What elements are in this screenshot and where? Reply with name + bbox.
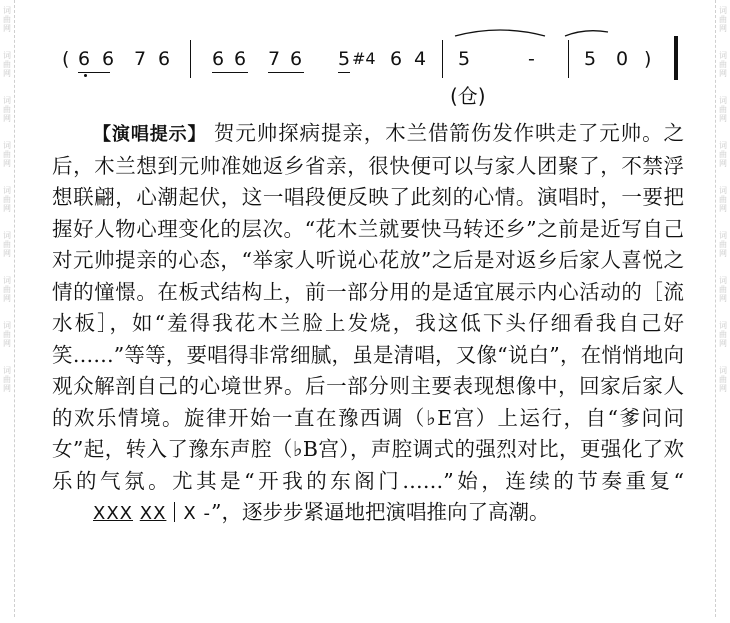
note: 6 (78, 48, 91, 70)
watermark-glyph: 网 (719, 204, 727, 213)
watermark-glyph: 词 (719, 51, 727, 60)
watermark-glyph: 曲 (3, 150, 11, 159)
beam-underline (338, 72, 350, 73)
tips-paragraph (52, 118, 684, 530)
watermark-glyph: 曲 (719, 285, 727, 294)
tips-text-2: ）上运行，自“爹问问女”起，转入了豫东声腔（ (52, 405, 685, 461)
note: 7 (134, 48, 147, 70)
watermark-glyph: 词 (719, 96, 727, 105)
key-label-2: ♭B宫 (292, 437, 340, 461)
watermark-glyph: 曲 (3, 60, 11, 69)
slur-layer (60, 22, 700, 112)
watermark-glyph: 曲 (3, 195, 11, 204)
right-watermark-column (716, 0, 730, 623)
rhythm-notation (52, 498, 211, 530)
performance-tips (52, 118, 684, 530)
watermark-glyph: 词 (3, 231, 11, 240)
watermark-glyph: 词 (3, 51, 11, 60)
watermark-group (719, 231, 727, 258)
watermark-glyph: 曲 (719, 330, 727, 339)
watermark-glyph: 词 (3, 321, 11, 330)
left-watermark-column (0, 0, 14, 623)
watermark-group (3, 231, 11, 258)
watermark-group (719, 186, 727, 213)
barline (442, 40, 443, 78)
watermark-glyph: 曲 (3, 240, 11, 249)
watermark-glyph: 网 (3, 114, 11, 123)
watermark-glyph: 曲 (3, 285, 11, 294)
watermark-glyph: 曲 (719, 375, 727, 384)
beam-underline (268, 72, 304, 73)
note: 6 (234, 48, 247, 70)
note: 6 (158, 48, 171, 70)
watermark-glyph: 词 (3, 276, 11, 285)
watermark-glyph: 词 (719, 231, 727, 240)
final-barline (674, 36, 678, 80)
watermark-glyph: 曲 (3, 330, 11, 339)
watermark-glyph: 词 (719, 6, 727, 15)
watermark-group (719, 51, 727, 78)
watermark-glyph: 词 (719, 186, 727, 195)
note: 6 (390, 48, 403, 70)
watermark-glyph: 网 (719, 159, 727, 168)
watermark-glyph: 曲 (3, 375, 11, 384)
watermark-glyph: 网 (3, 294, 11, 303)
barline (190, 40, 191, 78)
watermark-glyph: 词 (3, 96, 11, 105)
watermark-glyph: 网 (3, 384, 11, 393)
watermark-glyph: 词 (719, 276, 727, 285)
watermark-glyph: 词 (3, 186, 11, 195)
watermark-group (719, 96, 727, 123)
note: 6 (290, 48, 303, 70)
watermark-group (3, 321, 11, 348)
watermark-group (3, 186, 11, 213)
watermark-group (719, 141, 727, 168)
watermark-glyph: 网 (3, 249, 11, 258)
percussion-marking: (仓) (450, 84, 486, 108)
watermark-group (719, 321, 727, 348)
note: 6 (212, 48, 225, 70)
tie-arc-1 (455, 30, 545, 36)
watermark-glyph: 网 (719, 24, 727, 33)
watermark-group (3, 276, 11, 303)
watermark-glyph: 曲 (3, 105, 11, 114)
watermark-glyph: 曲 (719, 105, 727, 114)
watermark-glyph: 网 (3, 339, 11, 348)
rhythm-group-a: XXX (93, 503, 133, 524)
tips-text-1: 贺元帅探病提亲，木兰借箭伤发作哄走了元帅。之后，木兰想到元帅准她返乡省亲，很快便可以与家人团聚了，不禁浮想联翩，心潮起伏，这一唱段便反映了此刻的心情。演唱时，一要把握好人物心理变化的层次。“花木兰就要快马转还乡”之前是近写自己对元帅提亲的心态，“举家人听说心花放”之后是对返乡后家人喜悦之情的憧憬。在板式结构上，前一部分用的是适宜展示内心活动的［流水板］，如“羞得我花木兰脸上发烧，我这低下头仔细看我自己好笑……”等等，要唱得非常细腻，虽是清唱，又像“说白”，在悄悄地向观众解剖自己的心境世界。后一部分则主要表现想像中，回家后家人的欢乐情境。旋律开始一直在豫西调（ (52, 121, 685, 430)
watermark-glyph: 词 (3, 6, 11, 15)
low-octave-dot (84, 74, 87, 77)
right-margin-line (715, 0, 716, 617)
note: 7 (268, 48, 281, 70)
key-label-1: ♭E宫 (425, 405, 476, 430)
tips-label: 【演唱提示】 (93, 124, 207, 145)
watermark-glyph: 曲 (3, 15, 11, 24)
watermark-glyph: 曲 (719, 15, 727, 24)
watermark-group (719, 276, 727, 303)
beam-underline (212, 72, 248, 73)
tips-text-3: ），声腔调式的强烈对比，更强化了欢乐的气氛。尤其是“开我的东阁门……”始，连续的节奏重复“ (52, 437, 685, 493)
rhythm-group-b: XX (139, 503, 167, 524)
rhythm-barline (174, 502, 175, 522)
watermark-glyph: 网 (719, 114, 727, 123)
close-paren: ) (644, 48, 652, 70)
open-paren: ( (62, 48, 70, 70)
watermark-group (3, 141, 11, 168)
tie-arc-2 (565, 31, 608, 36)
watermark-group (719, 6, 727, 33)
watermark-glyph: 网 (719, 249, 727, 258)
note: - (528, 48, 535, 70)
watermark-group (3, 51, 11, 78)
note: 4 (414, 48, 427, 70)
barline (568, 40, 569, 78)
watermark-glyph: 网 (719, 294, 727, 303)
watermark-glyph: 曲 (719, 150, 727, 159)
watermark-glyph: 词 (719, 141, 727, 150)
jianpu-score (60, 22, 700, 112)
watermark-glyph: 网 (719, 384, 727, 393)
watermark-glyph: 词 (3, 141, 11, 150)
watermark-glyph: 网 (3, 159, 11, 168)
watermark-group (3, 96, 11, 123)
watermark-glyph: 词 (3, 366, 11, 375)
note: 0 (616, 48, 629, 70)
tips-text-4: ”，逐步步紧逼地把演唱推向了高潮。 (210, 500, 550, 524)
note: 5 (458, 48, 471, 70)
watermark-glyph: 曲 (719, 60, 727, 69)
watermark-group (3, 6, 11, 33)
watermark-glyph: 词 (719, 321, 727, 330)
note: 5 (584, 48, 597, 70)
watermark-glyph: 曲 (719, 240, 727, 249)
watermark-glyph: 网 (3, 204, 11, 213)
watermark-group (3, 366, 11, 393)
watermark-glyph: 曲 (719, 195, 727, 204)
watermark-glyph: 网 (3, 24, 11, 33)
watermark-group (719, 366, 727, 393)
note: 6 (102, 48, 115, 70)
note: #4 (352, 49, 376, 68)
beam-underline (78, 72, 110, 73)
watermark-glyph: 网 (719, 69, 727, 78)
watermark-glyph: 词 (719, 366, 727, 375)
note: 5 (338, 48, 351, 70)
left-margin-line (14, 0, 15, 617)
watermark-glyph: 网 (3, 69, 11, 78)
watermark-glyph: 网 (719, 339, 727, 348)
rhythm-group-c: X - (183, 503, 211, 524)
